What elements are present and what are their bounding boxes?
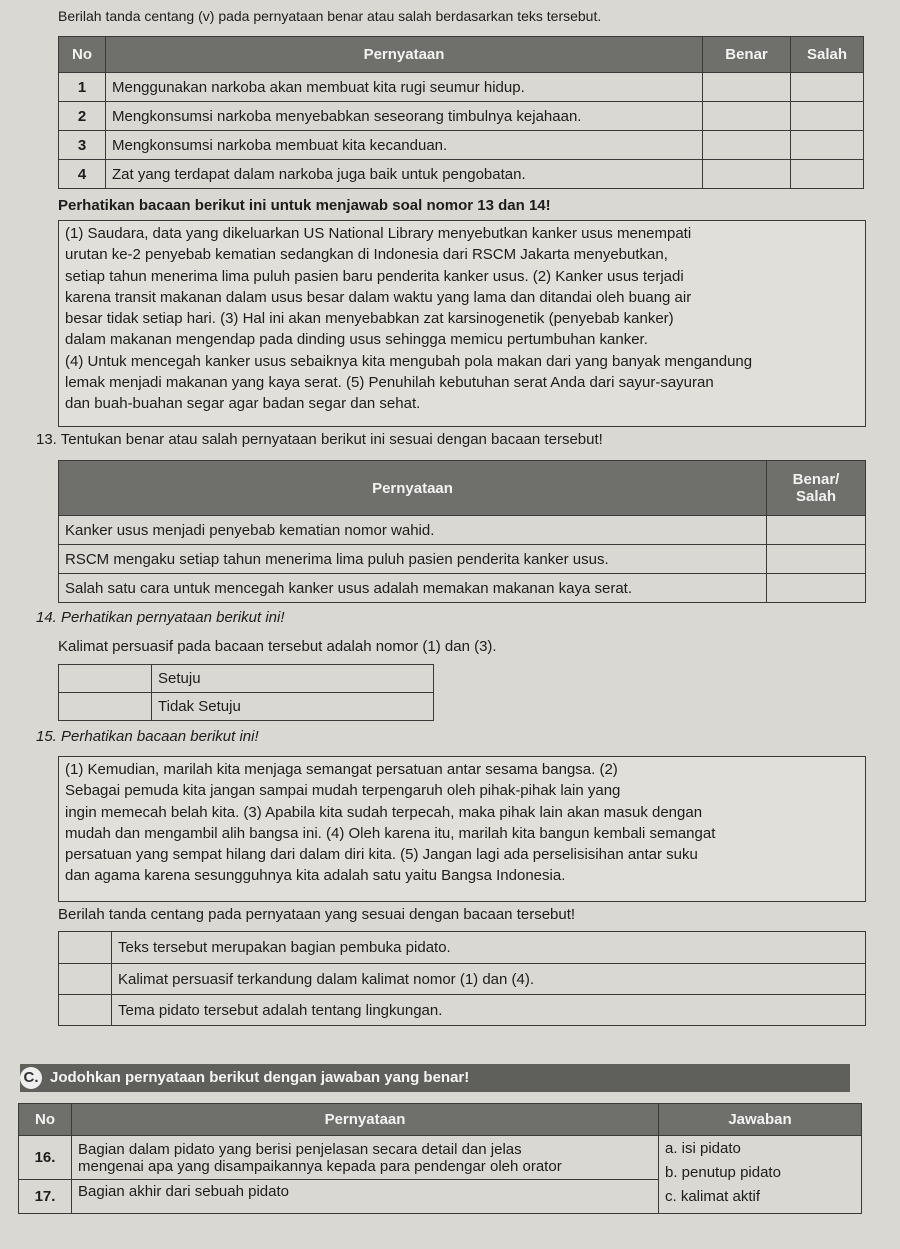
answer-cell[interactable] [767,574,866,603]
checkbox-salah[interactable] [791,131,864,160]
row-statement: Menggunakan narkoba akan membuat kita rugi seumur hidup. [106,73,703,102]
header-answer [767,461,866,516]
checkbox-benar[interactable] [703,131,791,160]
header-answer-line: Salah [795,488,837,505]
option-row [59,665,434,693]
table-row [19,1136,862,1180]
row-number: 16. [19,1136,72,1180]
checkbox-tidak-setuju[interactable] [59,693,152,721]
passage-line: dan agama karena sesungguhnya kita adalah satu yaitu Bangsa Indonesia. [65,867,566,885]
option-row [59,932,866,964]
row-number: 4 [59,160,106,189]
passage-line: (1) Kemudian, marilah kita menjaga semangat persatuan antar sesama bangsa. (2) [65,761,618,778]
row-statement: Bagian akhir dari sebuah pidato [72,1180,659,1214]
answer-cell[interactable] [767,516,866,545]
section-c-banner [20,1064,850,1092]
row-statement: Mengkonsumsi narkoba menyebabkan seseorang timbulnya kejahaan. [106,102,703,131]
row-statement: Mengkonsumsi narkoba membuat kita kecanduan. [106,131,703,160]
statement-line: Bagian dalam pidato yang berisi penjelasan secara detail dan jelas [78,1140,522,1158]
section-c-title: Jodohkan pernyataan berikut dengan jawaban yang benar! [50,1069,470,1086]
header-no: No [59,37,106,73]
q15-instruction: Berilah tanda centang pada pernyataan yang sesuai dengan bacaan tersebut! [58,906,576,923]
question-14: 14. Perhatikan pernyataan berikut ini! [36,609,285,626]
passage-line: urutan ke-2 penyebab kematian sedangkan di Indonesia dari RSCM Jakarta menyebutkan, [65,246,668,264]
answer-option[interactable]: a. isi pidato [665,1140,741,1157]
header-no: No [19,1104,72,1136]
passage-1 [58,220,866,427]
q15-options [58,931,866,1026]
table-row [59,574,866,603]
row-statement: RSCM mengaku setiap tahun menerima lima puluh pasien penderita kanker usus. [59,545,767,574]
option-label: Tema pidato tersebut adalah tentang lingkungan. [112,995,866,1026]
row-statement: Zat yang terdapat dalam narkoba juga baik untuk pengobatan. [106,160,703,189]
question-15: 15. Perhatikan bacaan berikut ini! [36,728,259,745]
checkbox[interactable] [59,995,112,1026]
option-label: Teks tersebut merupakan bagian pembuka pidato. [112,932,866,964]
table-row [59,160,864,189]
row-statement [72,1136,659,1180]
passage-line: ingin memecah belah kita. (3) Apabila kita sudah terpecah, maka pihak lain akan masuk dengan [65,803,703,821]
q14-statement: Kalimat persuasif pada bacaan tersebut adalah nomor (1) dan (3). [58,638,497,655]
table-row [59,516,866,545]
table-row [59,545,866,574]
section-c-badge: C. [20,1067,42,1089]
option-label: Tidak Setuju [152,693,434,721]
header-statement: Pernyataan [106,37,703,73]
header-answer: Jawaban [659,1104,862,1136]
passage-line: lemak menjadi makanan yang kaya serat. (5) Penuhilah kebutuhan serat Anda dari sayur-sayuran [65,374,714,392]
passage-line: dalam makanan mengendap pada dinding usus sehingga memicu pertumbuhan kanker. [65,331,648,349]
row-statement: Kanker usus menjadi penyebab kematian nomor wahid. [59,516,767,545]
checkbox-benar[interactable] [703,73,791,102]
passage-line: Sebagai pemuda kita jangan sampai mudah terpengaruh oleh pihak-pihak lain yang [65,782,621,800]
header-salah: Salah [791,37,864,73]
passage-line: dan buah-buahan segar agar badan segar dan sehat. [65,395,421,413]
passage-line: (1) Saudara, data yang dikeluarkan US National Library menyebutkan kanker usus menempati [65,225,692,242]
row-number: 1 [59,73,106,102]
checkbox-benar[interactable] [703,160,791,189]
option-label: Kalimat persuasif terkandung dalam kalimat nomor (1) dan (4). [112,964,866,995]
header-answer-line: Benar/ [792,471,840,488]
checkbox-salah[interactable] [791,160,864,189]
question-13: 13. Tentukan benar atau salah pernyataan berikut ini sesuai dengan bacaan tersebut! [36,431,603,448]
instruction-section-b: Berilah tanda centang (v) pada pernyataan benar atau salah berdasarkan teks tersebut. [58,8,602,24]
checkbox-salah[interactable] [791,102,864,131]
passage-line: mudah dan mengambil alih bangsa ini. (4) Oleh karena itu, marilah kita bangun kembali semangat [65,824,716,842]
passage-2 [58,756,866,902]
row-number: 3 [59,131,106,160]
passage-line: karena transit makanan dalam usus besar dalam waktu yang lama dan ditandai oleh buang air [65,288,692,306]
checkbox-benar[interactable] [703,102,791,131]
statement-line: mengenai apa yang disampaikannya kepada para pendengar oleh orator [78,1157,562,1175]
checkbox[interactable] [59,932,112,964]
table-row [59,102,864,131]
q14-options [58,664,434,721]
checkbox-setuju[interactable] [59,665,152,693]
table-row [59,73,864,102]
table-row [59,131,864,160]
option-label: Setuju [152,665,434,693]
matching-table [18,1103,862,1214]
passage-line: persatuan yang sempat hilang dari dalam diri kita. (5) Jangan lagi ada perselisisihan antar suku [65,846,698,864]
option-row [59,693,434,721]
checkbox-salah[interactable] [791,73,864,102]
answer-list [659,1136,862,1214]
row-statement: Salah satu cara untuk mencegah kanker usus adalah memakan makanan kaya serat. [59,574,767,603]
header-benar: Benar [703,37,791,73]
answer-cell[interactable] [767,545,866,574]
q13-table [58,460,866,603]
passage-line: besar tidak setiap hari. (3) Hal ini akan menyebabkan zat karsinogenetik (penyebab kanker) [65,310,674,328]
passage-line: (4) Untuk mencegah kanker usus sebaiknya kita mengubah pola makan dari yang banyak mengandung [65,352,753,370]
reading-intro: Perhatikan bacaan berikut ini untuk menjawab soal nomor 13 dan 14! [58,197,551,214]
header-statement: Pernyataan [72,1104,659,1136]
answer-option[interactable]: c. kalimat aktif [665,1188,761,1205]
row-number: 17. [19,1180,72,1214]
checkbox[interactable] [59,964,112,995]
passage-line: setiap tahun menerima lima puluh pasien baru penderita kanker usus. (2) Kanker usus terjadi [65,267,684,285]
statement-table-1 [58,36,864,189]
answer-option[interactable]: b. penutup pidato [665,1164,781,1181]
row-number: 2 [59,102,106,131]
option-row [59,964,866,995]
option-row [59,995,866,1026]
header-statement: Pernyataan [59,461,767,516]
